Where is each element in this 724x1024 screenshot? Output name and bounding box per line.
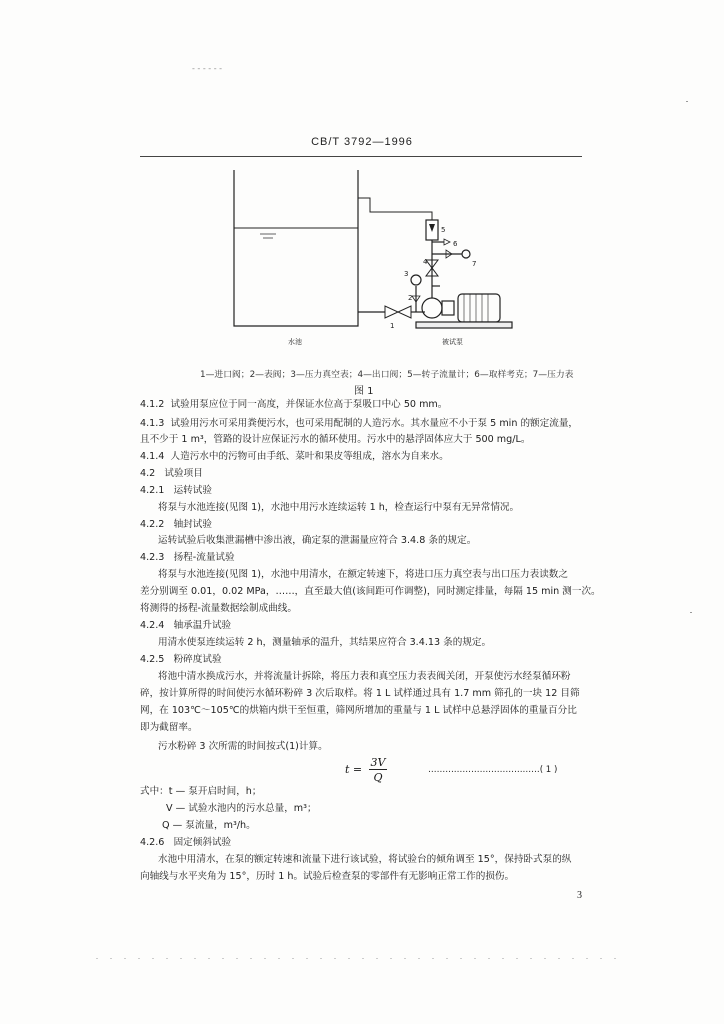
callout-1: 1 (390, 322, 395, 330)
page-number: 3 (577, 890, 582, 901)
sampling-cock (444, 239, 450, 245)
baseplate (416, 322, 512, 328)
clause-4-2-1-text: 将泵与水池连接(见图 1)，水池中用污水连续运转 1 h，检查运行中泵有无异常情况。 (158, 502, 520, 513)
callout-2: 2 (408, 294, 413, 302)
inlet-valve-left (385, 306, 398, 318)
clause-title: 粉碎度试验 (173, 654, 222, 665)
clause-number: 4.2.2 (140, 519, 165, 530)
section-number: 4.2 (140, 468, 156, 479)
clause-4-2-5-line2: 碎，按计算所得的时间使污水循环粉碎 3 次后取样。将 1 L 试样通过具有 1.7 mm 筛孔的一块 12 目筛 (140, 688, 580, 699)
clause-number: 4.2.1 (140, 485, 165, 496)
clause-4-2-1-heading (140, 485, 212, 497)
where-intro (140, 786, 261, 798)
where-label: 式中： (140, 786, 169, 797)
clause-4-1-3 (140, 418, 578, 430)
clause-4-2-5-heading (140, 654, 222, 666)
callout-6: 6 (453, 240, 458, 248)
pump-label: 被试泵 (442, 338, 463, 346)
stray-mark: - - - - - - (192, 64, 223, 73)
clause-number: 4.1.4 (140, 451, 165, 462)
scan-speck (686, 101, 688, 102)
equation-number: …………………………………( 1 ) (428, 765, 558, 775)
clause-title: 轴封试验 (173, 519, 212, 530)
clause-number: 4.1.3 (140, 418, 165, 429)
clause-title: 扬程-流量试验 (173, 552, 235, 563)
clause-4-2-2-text: 运转试验后收集泄漏槽中渗出液，确定泵的泄漏量应符合 3.4.8 条的规定。 (158, 535, 477, 546)
clause-number: 4.2.5 (140, 654, 165, 665)
formula-lhs: t = (345, 763, 363, 776)
scan-speck (690, 612, 692, 613)
clause-4-2-4-text: 用清水使泵连续运转 2 h，测量轴承的温升，其结果应符合 3.4.13 条的规定。 (158, 637, 492, 648)
section-4-2 (140, 468, 203, 480)
clause-text: 试验用污水可采用粪便污水，也可采用配制的人造污水。其水量应不小于泵 5 min 的额定流量， (170, 418, 579, 429)
clause-4-2-3-line3: 将测得的扬程-流量数据绘制成曲线。 (140, 603, 297, 614)
figure-legend: 1—进口阀；2—表阀；3—压力真空表；4—出口阀；5—转子流量计；6—取样考克；7—压力表 (200, 370, 574, 380)
clause-4-1-4 (140, 451, 449, 463)
clause-4-2-3-line1: 将泵与水池连接(见图 1)，水池中用清水，在额定转速下，将进口压力真空表与出口压力表读数之 (158, 569, 568, 580)
clause-title: 固定倾斜试验 (173, 837, 232, 848)
clause-4-2-2-heading (140, 519, 212, 531)
inlet-valve-right (398, 306, 411, 318)
clause-4-2-5-line4: 即为截留率。 (140, 722, 198, 733)
fraction-bar (369, 769, 387, 770)
clause-number: 4.1.2 (140, 399, 165, 410)
clause-4-2-4-heading (140, 620, 231, 632)
where-t: t — 泵开启时间，h； (168, 786, 262, 797)
clause-title: 轴承温升试验 (173, 620, 232, 631)
vacuum-pressure-gauge (411, 275, 421, 285)
pressure-gauge (462, 250, 470, 258)
return-pipe (358, 198, 432, 220)
where-q: Q — 泵流量，m³/h。 (162, 820, 256, 831)
test-rig-diagram (220, 168, 520, 360)
clause-4-1-2 (140, 399, 447, 411)
pump-casing (422, 298, 442, 318)
clause-4-2-5-line5: 污水粉碎 3 次所需的时间按式(1)计算。 (158, 741, 328, 752)
clause-number: 4.2.4 (140, 620, 165, 631)
header-rule (140, 156, 582, 157)
where-v: V — 试验水池内的污水总量，m³； (166, 803, 317, 814)
tank-label: 水池 (288, 338, 302, 346)
clause-number: 4.2.3 (140, 552, 165, 563)
clause-text: 人造污水中的污物可由手纸、菜叶和果皮等组成，溶水为自来水。 (170, 451, 449, 462)
clause-4-2-6-heading (140, 837, 231, 849)
clause-4-2-5-line1: 将池中清水换成污水，并将流量计拆除，将压力表和真空压力表表阀关闭，开泵使污水经泵循环粉 (158, 671, 571, 682)
clause-text: 试验用泵应位于同一高度，并保证水位高于泵吸口中心 50 mm。 (170, 399, 448, 410)
clause-4-2-3-line2: 差分别调至 0.01，0.02 MPa，……，直至最大值(该间距可作调整)，同时测定排量，每隔 15 min 测一次。 (140, 586, 601, 597)
clause-4-2-6-line2: 向轴线与水平夹角为 15°，历时 1 h。试验后检查泵的零部件有无影响正常工作的损伤。 (140, 871, 515, 882)
figure-title: 图 1 (354, 386, 374, 397)
clause-4-2-6-line1: 水池中用清水，在泵的额定转速和流量下进行该试验，将试验台的倾角调至 15°，保持卧式泵的纵 (158, 854, 572, 865)
formula-denominator: Q (373, 771, 383, 784)
callout-4: 4 (423, 258, 428, 266)
section-title: 试验项目 (164, 468, 203, 479)
water-tank-outline (234, 170, 358, 326)
callout-7: 7 (472, 260, 477, 268)
clause-4-2-3-heading (140, 552, 235, 564)
clause-4-2-5-line3: 网，在 103℃～105℃的烘箱内烘干至恒重，筛网所增加的重量与 1 L 试样中总悬浮固体的重量百分比 (140, 705, 577, 716)
clause-title: 运转试验 (173, 485, 212, 496)
scan-noise (96, 958, 616, 959)
standard-header: CB/T 3792—1996 (311, 136, 413, 148)
clause-4-1-3-line2: 且不少于 1 m³，管路的设计应保证污水的循环使用。污水中的悬浮固体应大于 500 mg/L。 (140, 434, 531, 445)
clause-number: 4.2.6 (140, 837, 165, 848)
callout-5: 5 (441, 226, 446, 234)
formula-numerator: 3V (370, 756, 386, 769)
callout-3: 3 (404, 270, 409, 278)
